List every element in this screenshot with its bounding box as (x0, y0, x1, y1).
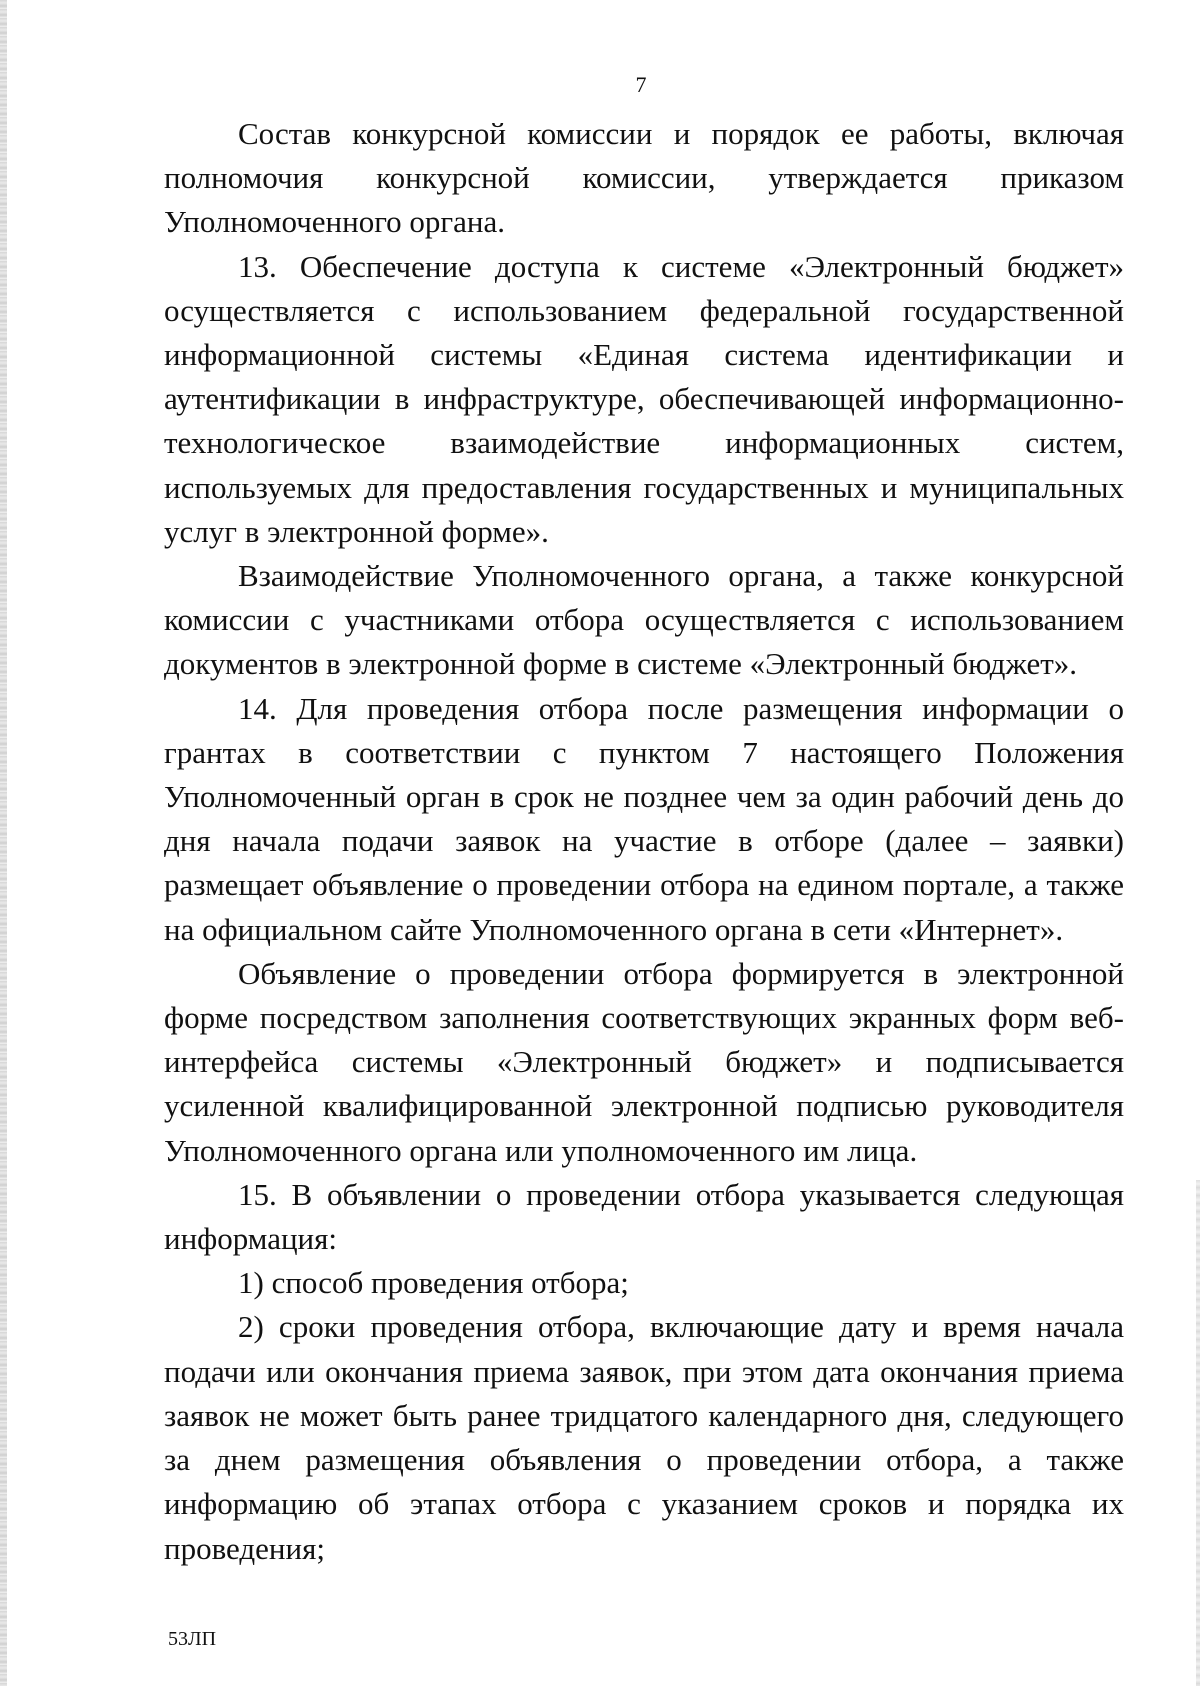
list-item-1: 1) способ проведения отбора; (238, 1265, 629, 1301)
paragraph-announcement-form: Объявление о проведении отбора формируется в электронной форме посредством заполнения соответствующих экранных форм веб-интерфейса системы «Электронный бюджет» и подписывается усиленной квалифицированной электронной подписью руководителя Уполномоченного органа или уполномоченного им лица. (164, 955, 1124, 1168)
paragraph-13-system-access: 13. Обеспечение доступа к системе «Электронный бюджет» осуществляется с использованием федеральной государственной информационной системы «Единая система идентификации и аутентификации в инфраструктуре, обеспечивающей информационно-технологическое взаимодействие информационных систем, используемых для предоставления государственных и муниципальных услуг в электронной форме». (164, 248, 1124, 549)
paragraph-15-information: 15. В объявлении о проведении отбора указывается следующая информация: (164, 1176, 1124, 1257)
scan-edge-left (0, 0, 7, 1686)
list-item-2: 2) сроки проведения отбора, включающие дату и время начала подачи или окончания приема заявок, при этом дата окончания приема заявок не может быть ранее тридцатого календарного дня, следующего за днем размещения объявления о проведении отбора, а также информацию об этапах отбора с указанием сроков и порядка их проведения; (164, 1309, 1124, 1566)
paragraph-14-announcement: 14. Для проведения отбора после размещения информации о грантах в соответствии с пунктом 7 настоящего Положения Уполномоченный орган в срок не позднее чем за один рабочий день до дня начала подачи заявок на участие в отборе (далее – заявки) размещает объявление о проведении отбора на едином портале, а также на официальном сайте Уполномоченного органа в сети «Интернет». (164, 690, 1124, 947)
document-body (164, 112, 1124, 1571)
paragraph-commission-composition: Состав конкурсной комиссии и порядок ее работы, включая полномочия конкурсной комиссии, утверждается приказом Уполномоченного органа. (164, 116, 1124, 240)
footer-document-code: 53ЛП (168, 1628, 217, 1650)
paragraph-interaction: Взаимодействие Уполномоченного органа, а также конкурсной комиссии с участниками отбора осуществляется с использованием документов в электронной форме в системе «Электронный бюджет». (164, 558, 1124, 682)
page-number: 7 (635, 72, 647, 97)
scan-edge-right (1196, 1180, 1200, 1686)
